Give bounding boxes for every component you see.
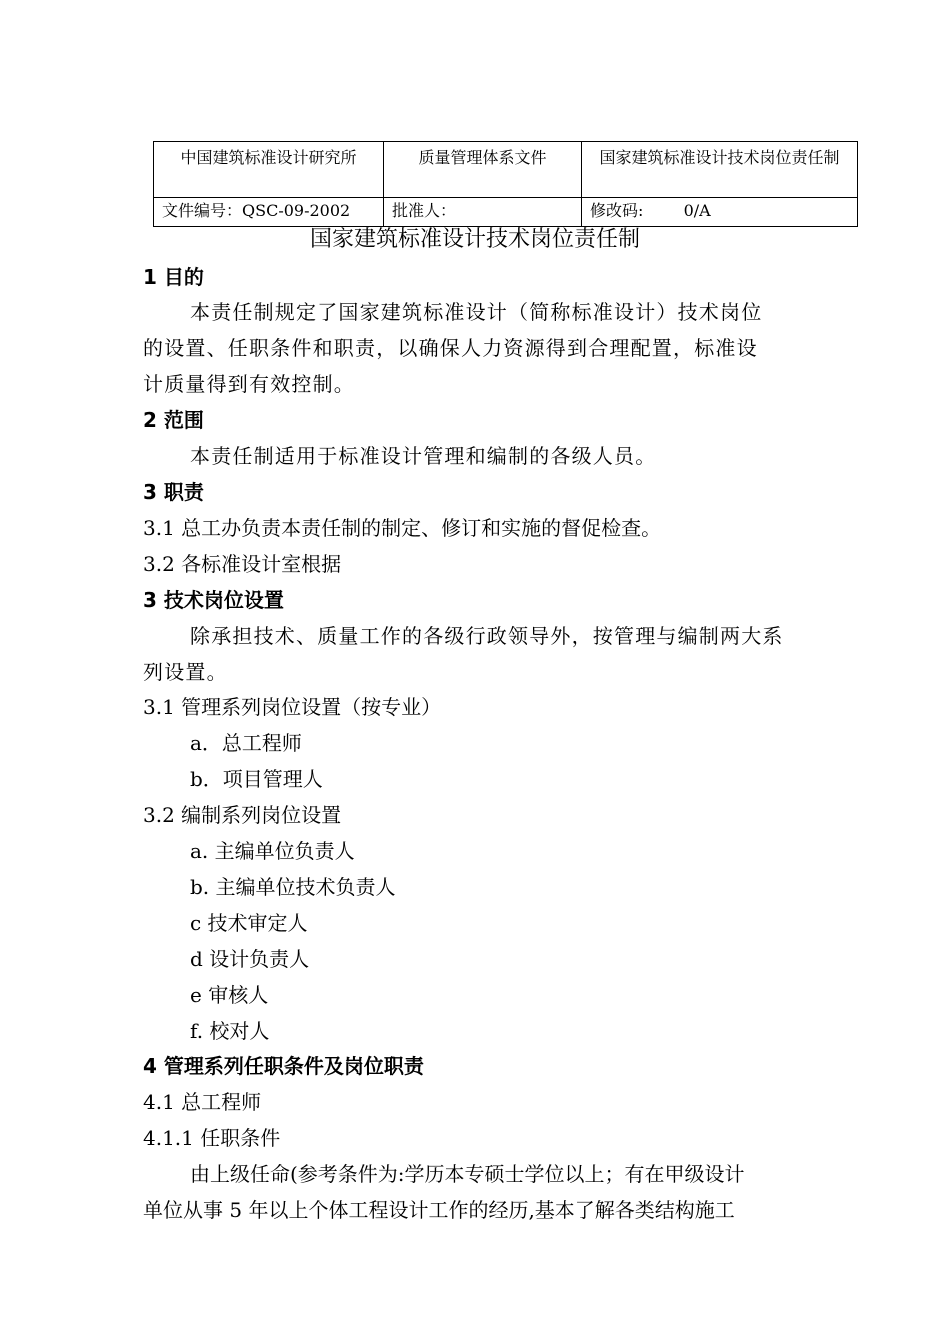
paragraph-line: 本责任制规定了国家建筑标准设计（简称标准设计）技术岗位 <box>190 300 763 324</box>
paragraph-line: 3.1 总工办负责本责任制的制定、修订和实施的督促检查。 <box>143 516 662 540</box>
list-item: e 审核人 <box>190 983 269 1007</box>
header-org: 中国建筑标准设计研究所 <box>154 142 384 198</box>
document-title: 国家建筑标准设计技术岗位责任制 <box>309 227 640 252</box>
subsection-line: 3.2 编制系列岗位设置 <box>143 803 342 827</box>
subsection-line: 3.1 管理系列岗位设置（按专业） <box>143 695 442 719</box>
paragraph-line: 的设置、任职条件和职责，以确保人力资源得到合理配置，标准设 <box>143 336 758 360</box>
list-item: a．总工程师 <box>190 731 302 755</box>
paragraph-line: 计质量得到有效控制。 <box>143 372 355 396</box>
paragraph-line: 3.2 各标准设计室根据 <box>143 552 342 576</box>
paragraph-line: 单位从事 5 年以上个体工程设计工作的经历,基本了解各类结构施工 <box>143 1198 735 1222</box>
header-revision <box>582 198 858 227</box>
list-item: b．项目管理人 <box>190 767 323 791</box>
paragraph-line: 本责任制适用于标准设计管理和编制的各级人员。 <box>190 444 657 468</box>
header-revision-label: 修改码: <box>590 201 644 220</box>
document-header-table <box>153 141 858 227</box>
header-system: 质量管理体系文件 <box>384 142 582 198</box>
section-heading: 2 范围 <box>143 408 204 432</box>
list-item: f. 校对人 <box>190 1019 270 1043</box>
paragraph-line: 由上级任命(参考条件为:学历本专硕士学位以上；有在甲级设计 <box>190 1162 745 1186</box>
paragraph-line: 除承担技术、质量工作的各级行政领导外，按管理与编制两大系 <box>190 624 784 648</box>
section-heading: 1 目的 <box>143 265 204 289</box>
section-heading: 4 管理系列任职条件及岗位职责 <box>143 1054 424 1078</box>
subsection-line: 4.1 总工程师 <box>143 1090 262 1114</box>
paragraph-line: 列设置。 <box>143 660 228 684</box>
list-item: d 设计负责人 <box>190 947 310 971</box>
section-heading: 3 职责 <box>143 480 204 504</box>
header-doc-name: 国家建筑标准设计技术岗位责任制 <box>582 142 858 198</box>
list-item: b. 主编单位技术负责人 <box>190 875 396 899</box>
header-revision-value: 0/A <box>683 201 711 220</box>
header-file-no: 文件编号：QSC-09-2002 <box>154 198 384 227</box>
list-item: a. 主编单位负责人 <box>190 839 355 863</box>
section-heading: 3 技术岗位设置 <box>143 588 284 612</box>
header-approver: 批准人： <box>384 198 582 227</box>
subsection-line: 4.1.1 任职条件 <box>143 1126 281 1150</box>
list-item: c 技术审定人 <box>190 911 308 935</box>
